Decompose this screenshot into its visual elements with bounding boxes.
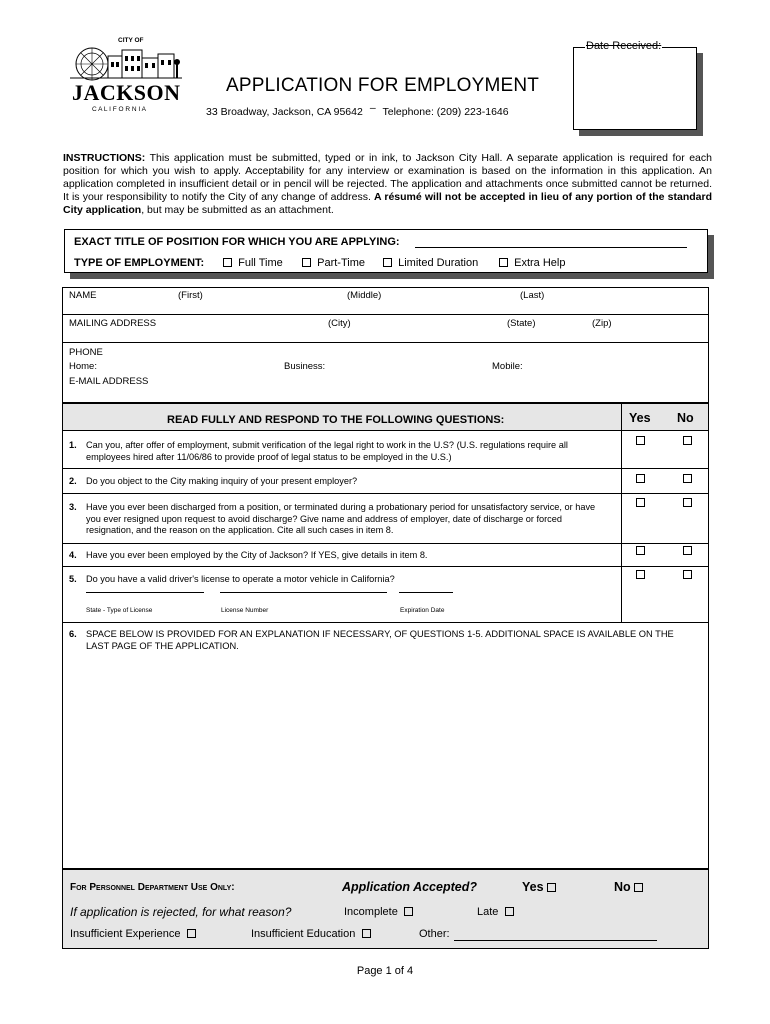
incomplete-checkbox[interactable] (404, 907, 413, 916)
questions-header: READ FULLY AND RESPOND TO THE FOLLOWING QUESTIONS: (167, 414, 505, 426)
q3-no-checkbox[interactable] (683, 498, 692, 507)
application-accepted-label: Application Accepted? (342, 880, 477, 894)
mailing-address-field[interactable] (62, 315, 709, 342)
license-number-label: License Number (221, 607, 269, 614)
q2-no-checkbox[interactable] (683, 474, 692, 483)
question-6: 6. SPACE BELOW IS PROVIDED FOR AN EXPLANATION IF NECESSARY, OF QUESTIONS 1-5. ADDITIONAL SPACE IS AVAILABLE ON THE LAST PAGE OF THE APPLICATION. (69, 629, 674, 651)
instructions (63, 152, 712, 217)
type-part-time[interactable]: Part-Time (302, 257, 365, 269)
date-received-box[interactable] (573, 47, 697, 130)
instructions-body: This application must be submitted, typed or in ink, to Jackson City Hall. A separate application is required for each position for which you wish to apply. Acceptability for any interview or examination is based on the information in this application. An application completed in insufficient detail or in pencil will be rejected. The application and attachments once submitted cannot be returned. It is your responsibility to notify the City of any change of address. (63, 152, 712, 203)
question-3: 3. Have you ever been discharged from a position, or terminated during a probationary period for unsatisfactory service, or have you ever resigned upon request to avoid discharge? Give name and address of employer, date of discharge or forced resignation, and the reason on the application. Cite all such cases in item 8. (69, 502, 596, 535)
instructions-end: , but may be submitted as an attachment. (141, 204, 334, 216)
instructions-label: INSTRUCTIONS: (63, 152, 146, 164)
telephone: Telephone: (209) 223-1646 (382, 106, 509, 118)
phone-email-field[interactable] (62, 343, 709, 403)
question-2: 2. Do you object to the City making inquiry of your present employer? (69, 476, 358, 486)
q4-no-checkbox[interactable] (683, 546, 692, 555)
yes-header: Yes (629, 411, 651, 425)
reason-other-label: Other: (419, 928, 450, 940)
insufficient-experience-checkbox[interactable] (187, 929, 196, 938)
position-title-label: EXACT TITLE OF POSITION FOR WHICH YOU ARE APPLYING: (74, 236, 400, 248)
insufficient-education-checkbox[interactable] (362, 929, 371, 938)
contact-line: 33 Broadway, Jackson, CA 95642 – Telephone: (209) 223-1646 (206, 102, 509, 118)
late-checkbox[interactable] (505, 907, 514, 916)
date-received-label: Date Received: (586, 40, 662, 52)
question-4: 4. Have you ever been employed by the City of Jackson? If YES, give details in item 8. (69, 550, 428, 560)
license-state-field[interactable] (86, 592, 204, 593)
name-label: NAME (69, 290, 97, 301)
reason-insufficient-education[interactable]: Insufficient Education (251, 928, 371, 940)
accepted-yes[interactable]: Yes (522, 880, 556, 894)
business-phone-label: Business: (284, 361, 326, 372)
q5-no-checkbox[interactable] (683, 570, 692, 579)
type-limited-duration[interactable]: Limited Duration (383, 257, 478, 269)
logo-name: JACKSON (72, 80, 180, 105)
q1-yes-checkbox[interactable] (636, 436, 645, 445)
email-label: E-MAIL ADDRESS (69, 376, 149, 387)
logo-state: C A L I F O R N I A (92, 106, 146, 113)
mailing-address-label: MAILING ADDRESS (69, 318, 157, 329)
last-name-label: (Last) (520, 290, 545, 301)
address: 33 Broadway, Jackson, CA 95642 (206, 106, 363, 118)
type-full-time[interactable]: Full Time (223, 257, 283, 269)
personnel-use-box (62, 869, 709, 949)
accepted-no-checkbox[interactable] (634, 883, 643, 892)
question-1: 1. Can you, after offer of employment, submit verification of the legal right to work in the U.S? (U.S. regulations require all employees hired after 11/06/86 to provide proof of legal status to be employed in the U.S.) (69, 440, 568, 462)
limited-duration-checkbox[interactable] (383, 258, 392, 267)
position-title-field[interactable] (415, 247, 687, 248)
instructions-bold: A résumé will not be accepted in lieu of any portion of the standard City application (63, 191, 713, 216)
personnel-use-label: For Personnel Department Use Only: (70, 882, 235, 893)
home-phone-label: Home: (69, 361, 97, 372)
name-field[interactable] (62, 288, 709, 314)
page-title: APPLICATION FOR EMPLOYMENT (226, 75, 540, 96)
zip-label: (Zip) (592, 318, 612, 329)
license-number-field[interactable] (220, 592, 387, 593)
q5-yes-checkbox[interactable] (636, 570, 645, 579)
extra-help-checkbox[interactable] (499, 258, 508, 267)
position-box (64, 229, 708, 273)
reason-incomplete[interactable]: Incomplete (344, 906, 413, 918)
city-logo (70, 34, 188, 114)
expiration-date-field[interactable] (399, 592, 453, 593)
question-5: 5. Do you have a valid driver's license to operate a motor vehicle in California? (69, 574, 395, 584)
q4-yes-checkbox[interactable] (636, 546, 645, 555)
type-extra-help[interactable]: Extra Help (499, 257, 565, 269)
q3-yes-checkbox[interactable] (636, 498, 645, 507)
explanation-area[interactable] (63, 656, 708, 868)
reason-insufficient-experience[interactable]: Insufficient Experience (70, 928, 196, 940)
part-time-checkbox[interactable] (302, 258, 311, 267)
accepted-no[interactable]: No (614, 880, 643, 894)
first-name-label: (First) (178, 290, 203, 301)
middle-name-label: (Middle) (347, 290, 382, 301)
employment-type-label: TYPE OF EMPLOYMENT: (74, 257, 205, 269)
license-state-label: State - Type of License (86, 607, 153, 614)
accepted-yes-checkbox[interactable] (547, 883, 556, 892)
page-number: Page 1 of 4 (356, 965, 414, 977)
mobile-phone-label: Mobile: (492, 361, 523, 372)
state-label: (State) (507, 318, 536, 329)
q2-yes-checkbox[interactable] (636, 474, 645, 483)
reason-other-field[interactable] (454, 940, 657, 941)
full-time-checkbox[interactable] (223, 258, 232, 267)
city-label: (City) (328, 318, 351, 329)
reason-late[interactable]: Late (477, 906, 514, 918)
expiration-date-label: Expiration Date (400, 607, 445, 614)
rejection-reason-label: If application is rejected, for what reason? (70, 905, 292, 919)
no-header: No (677, 411, 694, 425)
phone-label: PHONE (69, 347, 103, 358)
logo-city-of: CITY OF (118, 37, 144, 44)
q1-no-checkbox[interactable] (683, 436, 692, 445)
